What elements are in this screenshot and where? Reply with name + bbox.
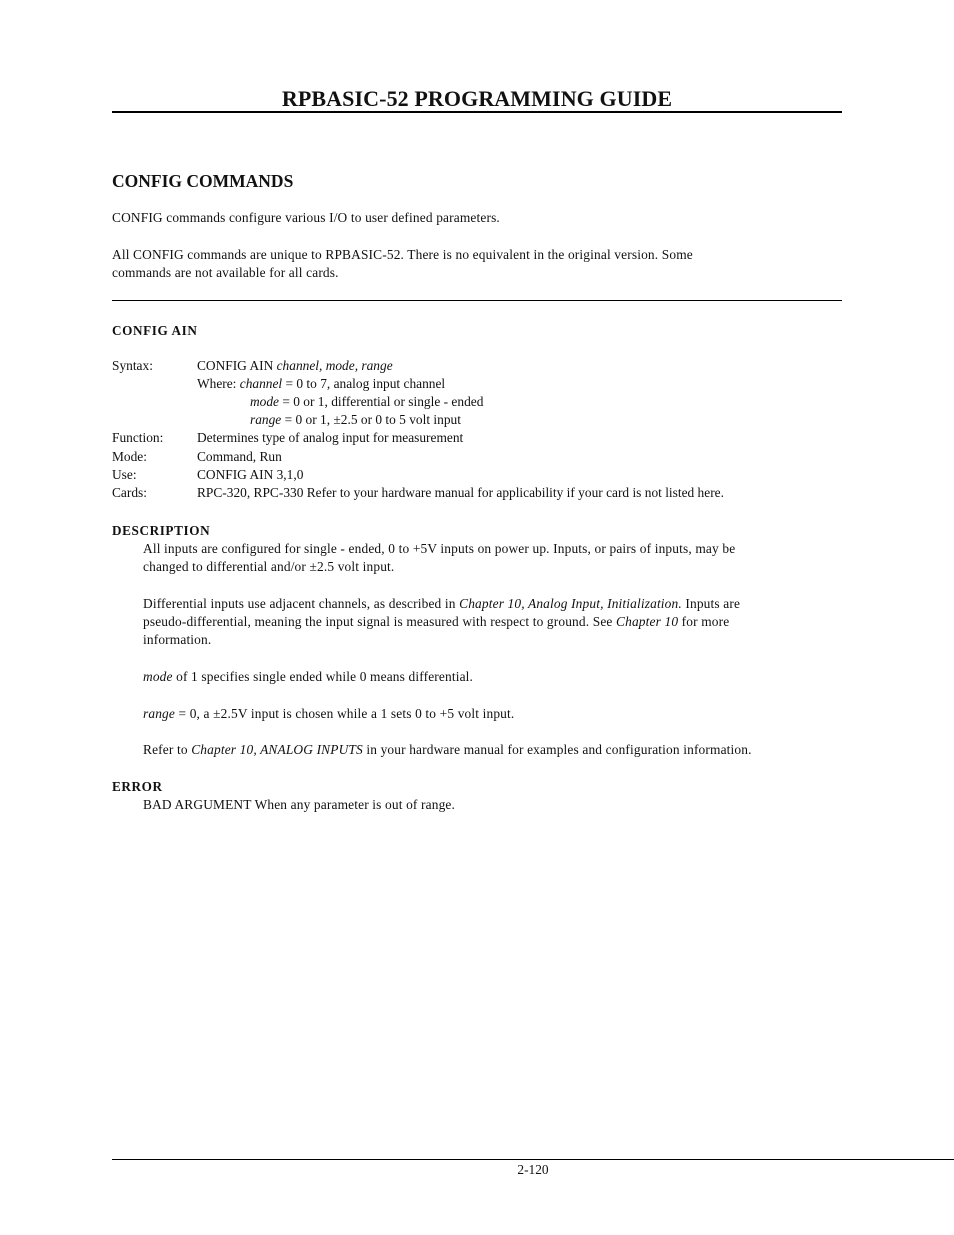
param-mode-desc: = 0 or 1, differential or single - ended <box>279 394 484 409</box>
chapter-reference: Chapter 10, ANALOG INPUTS <box>191 742 363 757</box>
description-para-1-line-2: changed to differential and/or ±2.5 volt input. <box>143 559 395 574</box>
mode-label: Mode: <box>112 449 147 464</box>
command-heading: CONFIG AIN <box>112 323 198 338</box>
para-2-text-a: Differential inputs use adjacent channels, as described in <box>143 596 460 611</box>
where-label: Where: <box>197 376 240 391</box>
syntax-arguments: channel, mode, range <box>276 358 393 373</box>
param-mode-name: mode <box>250 394 280 409</box>
para-4-text: = 0, a ±2.5V input is chosen while a 1 sets 0 to +5 volt input. <box>175 706 515 721</box>
para-5-text-a: Refer to <box>143 742 192 757</box>
intro-paragraph-2-line-2: commands are not available for all cards. <box>112 265 339 280</box>
description-heading: DESCRIPTION <box>112 523 211 538</box>
para-2-line-2-text-a: pseudo-differential, meaning the input signal is measured with respect to ground. See <box>143 614 617 629</box>
param-range-name: range <box>250 412 282 427</box>
mode-value: Command, Run <box>197 449 282 464</box>
error-text: BAD ARGUMENT When any parameter is out of range. <box>143 797 456 812</box>
description-para-4 <box>143 705 848 723</box>
chapter-reference: Chapter 10, Analog Input, Initialization. <box>459 596 682 611</box>
description-para-5 <box>143 741 848 759</box>
intro-paragraph-2-line-1: All CONFIG commands are unique to RPBASIC-52. There is no equivalent in the original version. Some <box>112 247 693 262</box>
function-value: Determines type of analog input for measurement <box>197 430 464 445</box>
page-number: 2-120 <box>517 1162 549 1177</box>
syntax-value <box>197 358 393 374</box>
param-mode-line <box>250 394 483 410</box>
description-para-3 <box>143 668 848 686</box>
para-5-text-b: in your hardware manual for examples and configuration information. <box>362 742 752 757</box>
param-channel-desc: = 0 to 7, analog input channel <box>282 376 446 391</box>
error-heading: ERROR <box>112 779 163 794</box>
chapter-reference: Chapter 10 <box>616 614 679 629</box>
description-para-2-line-1 <box>143 595 848 613</box>
para-3-text: of 1 specifies single ended while 0 means differential. <box>172 669 474 684</box>
section-heading: CONFIG COMMANDS <box>112 171 294 191</box>
syntax-command: CONFIG AIN <box>197 358 277 373</box>
where-line <box>197 376 445 392</box>
footer-rule <box>112 1159 954 1160</box>
intro-paragraph-1: CONFIG commands configure various I/O to user defined parameters. <box>112 210 500 225</box>
function-label: Function: <box>112 430 164 445</box>
syntax-label: Syntax: <box>112 358 153 373</box>
page-title: RPBASIC-52 PROGRAMMING GUIDE <box>281 86 673 111</box>
title-rule <box>112 111 842 113</box>
param-name: range <box>143 706 175 721</box>
param-channel-name: channel <box>239 376 283 391</box>
param-range-desc: = 0 or 1, ±2.5 or 0 to 5 volt input <box>281 412 461 427</box>
section-divider <box>112 300 842 301</box>
use-value: CONFIG AIN 3,1,0 <box>197 467 304 482</box>
description-para-2-line-3: information. <box>143 632 212 647</box>
para-2-text-b: Inputs are <box>681 596 741 611</box>
param-name: mode <box>143 669 173 684</box>
use-label: Use: <box>112 467 137 482</box>
param-range-line <box>250 412 461 428</box>
description-para-2-line-2 <box>143 613 848 631</box>
cards-value: RPC-320, RPC-330 Refer to your hardware manual for applicability if your card is not listed here. <box>197 485 724 500</box>
cards-label: Cards: <box>112 485 147 500</box>
para-2-line-2-text-b: for more <box>678 614 730 629</box>
description-para-1-line-1: All inputs are configured for single - ended, 0 to +5V inputs on power up. Inputs, or pairs of inputs, may be <box>143 541 736 556</box>
